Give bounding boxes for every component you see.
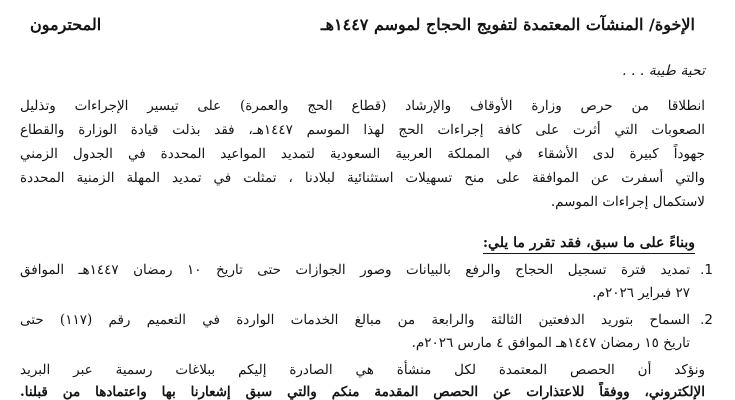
addressee: الإخوة/ المنشآت المعتمدة لتفويج الحجاج لموسم ١٤٤٧هـ bbox=[320, 15, 695, 34]
intro-line-4: والتي أسفرت عن الموافقة على منح تسهيلات استثنائية لبلادنا ، تمثلت في تمديد المهلة الزمنية المحددة bbox=[20, 170, 705, 186]
intro-line-3: جهوداً كبيرة لدى الأشقاء في المملكة العربية السعودية لتمديد المواعيد المحددة في الجدول الزمني bbox=[20, 146, 705, 162]
honorific: المحترمون bbox=[30, 15, 102, 34]
decision-heading: وبناءً على ما سبق، فقد تقرر ما يلي: bbox=[483, 233, 695, 254]
closing-line-2: الإلكتروني، ووفقاً للاعتذارات عن الحصص المقدمة منكم والتي سبق إشعارنا بها واعتمادها من قبلنا. bbox=[20, 384, 705, 400]
intro-line-5: لاستكمال إجراءات الموسم. bbox=[550, 194, 705, 210]
item-1-line-1: تمديد فترة تسجيل الحجاج والرفع بالبيانات وصور الجوازات حتى تاريخ ١٠ رمضان ١٤٤٧هـ الموافق bbox=[20, 262, 690, 278]
item-2-number: 2. bbox=[700, 312, 713, 328]
item-2-line-1: السماح بتوريد الدفعتين الثالثة والرابعة من مبالغ الخدمات الواردة في التعميم رقم (١١٧) حتى bbox=[20, 312, 690, 328]
item-2-line-2: تاريخ ١٥ رمضان ١٤٤٧هـ الموافق ٤ مارس ٢٠٢٦م. bbox=[411, 335, 690, 351]
item-1-line-2: ٢٧ فبراير ٢٠٢٦م. bbox=[592, 285, 690, 301]
intro-line-1: انطلاقا من حرص وزارة الأوقاف والإرشاد (قطاع الحج والعمرة) على تيسير الإجراءات وتذليل bbox=[20, 98, 705, 114]
closing-line-1: ونؤكد أن الحصص المعتمدة لكل منشأة هي الصادرة إليكم ببلاغات رسمية عبر البريد bbox=[20, 362, 705, 378]
item-1-number: 1. bbox=[700, 262, 713, 278]
intro-line-2: الصعوبات التي أثرت على كافة إجراءات الحج لهذا الموسم ١٤٤٧هـ، فقد بذلت قيادة الوزارة والقطاع bbox=[20, 122, 705, 138]
greeting: تحية طيبة . . . bbox=[622, 63, 705, 79]
addressee-line bbox=[30, 14, 695, 36]
